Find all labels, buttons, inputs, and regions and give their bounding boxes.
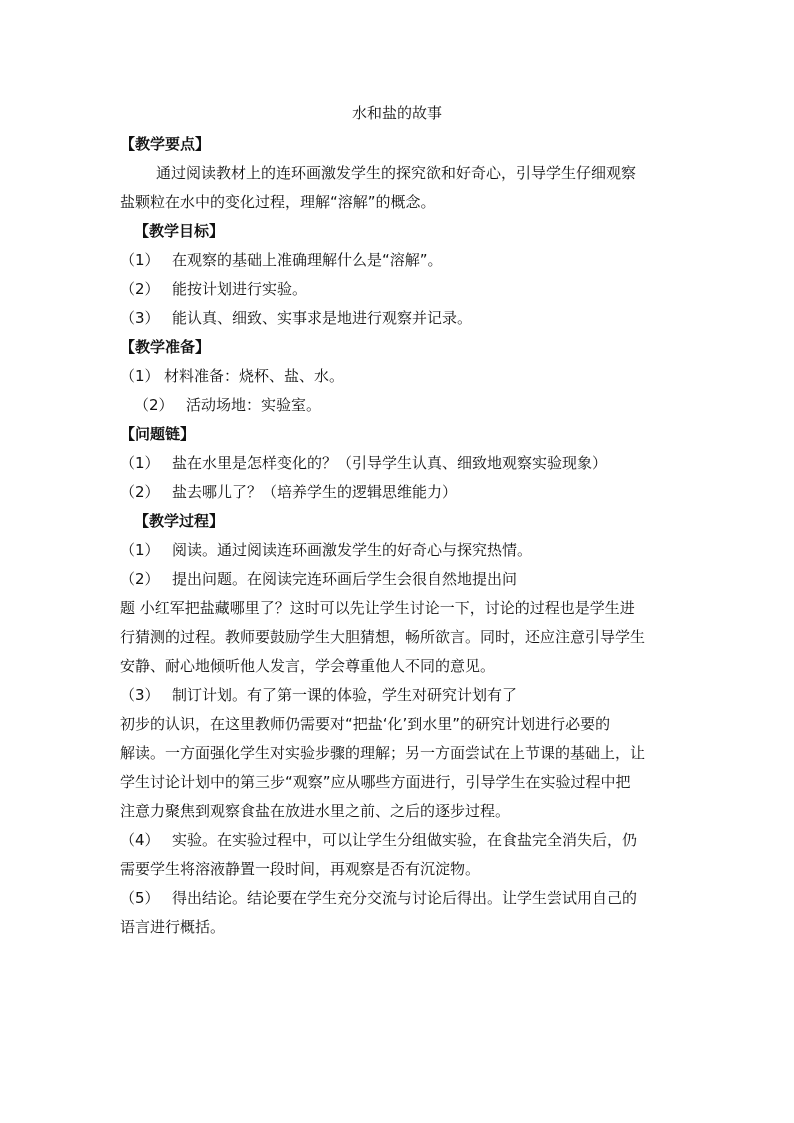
document-body: [120, 130, 676, 942]
paragraph-line: 解读。一方面强化学生对实验步骤的理解；另一方面尝试在上节课的基础上，让: [120, 744, 646, 762]
item-text: 制订计划。有了第一课的体验，学生对研究计划有了: [172, 686, 518, 704]
item-text: 得出结论。结论要在学生充分交流与讨论后得出。让学生尝试用自己的: [172, 889, 638, 907]
item-text: 活动场地：实验室。: [186, 396, 322, 414]
list-item: [120, 536, 676, 565]
list-item: [120, 826, 676, 855]
list-item: [120, 246, 676, 275]
item-number: （1）: [120, 251, 160, 269]
section-heading-points: 【教学要点】: [120, 135, 211, 153]
item-text: 盐去哪儿了？（培养学生的逻辑思维能力）: [172, 483, 458, 501]
item-text: 在观察的基础上准确理解什么是“溶解”。: [172, 251, 443, 269]
list-item: [120, 681, 676, 710]
section-heading-questions: 【问题链】: [120, 425, 196, 443]
paragraph-line: 安静、耐心地倾听他人发言，学会尊重他人不同的意见。: [120, 657, 496, 675]
item-number: （3）: [120, 309, 160, 327]
item-number: （1）: [120, 541, 160, 559]
list-item: [120, 304, 676, 333]
list-item: [120, 362, 676, 391]
paragraph-line: 需要学生将溶液静置一段时间，再观察是否有沉淀物。: [120, 860, 481, 878]
item-number: （2）: [120, 570, 160, 588]
list-item: [120, 275, 676, 304]
list-item: [120, 449, 676, 478]
points-text-line: 通过阅读教材上的连环画激发学生的探究欲和好奇心，引导学生仔细观察: [156, 164, 637, 182]
item-number: （2）: [120, 280, 160, 298]
item-text: 阅读。通过阅读连环画激发学生的好奇心与探究热情。: [172, 541, 533, 559]
section-heading-prep: 【教学准备】: [120, 338, 211, 356]
item-text: 盐在水里是怎样变化的？（引导学生认真、细致地观察实验现象）: [172, 454, 608, 472]
item-text: 材料准备：烧杯、盐、水。: [164, 367, 345, 385]
item-number: （5）: [120, 889, 160, 907]
document-title: 水和盐的故事: [351, 104, 442, 122]
paragraph-line: 注意力聚焦到观察食盐在放进水里之前、之后的逐步过程。: [120, 802, 511, 820]
paragraph-line: 初步的认识，在这里教师仍需要对“把盐‘化’到水里”的研究计划进行必要的: [120, 715, 611, 733]
paragraph-line: 行猜测的过程。教师要鼓励学生大胆猜想，畅所欲言。同时，还应注意引导学生: [120, 628, 646, 646]
paragraph-line: 语言进行概括。: [120, 918, 226, 936]
item-number: （2）: [120, 483, 160, 501]
list-item: [120, 565, 676, 594]
item-text: 实验。在实验过程中，可以让学生分组做实验，在食盐完全消失后，仍: [172, 831, 638, 849]
section-heading-goals: 【教学目标】: [134, 222, 225, 240]
points-text-line: 盐颗粒在水中的变化过程，理解“溶解”的概念。: [120, 193, 436, 211]
paragraph-line: 题 小红军把盐藏哪里了？这时可以先让学生讨论一下，讨论的过程也是学生进: [120, 599, 635, 617]
list-item: [120, 478, 676, 507]
paragraph-line: 学生讨论计划中的第三步“观察”应从哪些方面进行，引导学生在实验过程中把: [120, 773, 631, 791]
list-item: [120, 391, 676, 420]
item-number: （3）: [120, 686, 160, 704]
item-number: （1）: [120, 454, 160, 472]
section-heading-process: 【教学过程】: [134, 512, 225, 530]
item-text: 提出问题。在阅读完连环画后学生会很自然地提出问: [172, 570, 518, 588]
list-item: [120, 884, 676, 913]
item-number: （2）: [134, 396, 174, 414]
item-text: 能认真、细致、实事求是地进行观察并记录。: [172, 309, 473, 327]
item-number: （4）: [120, 831, 160, 849]
item-number: （1）: [120, 367, 160, 385]
item-text: 能按计划进行实验。: [172, 280, 308, 298]
